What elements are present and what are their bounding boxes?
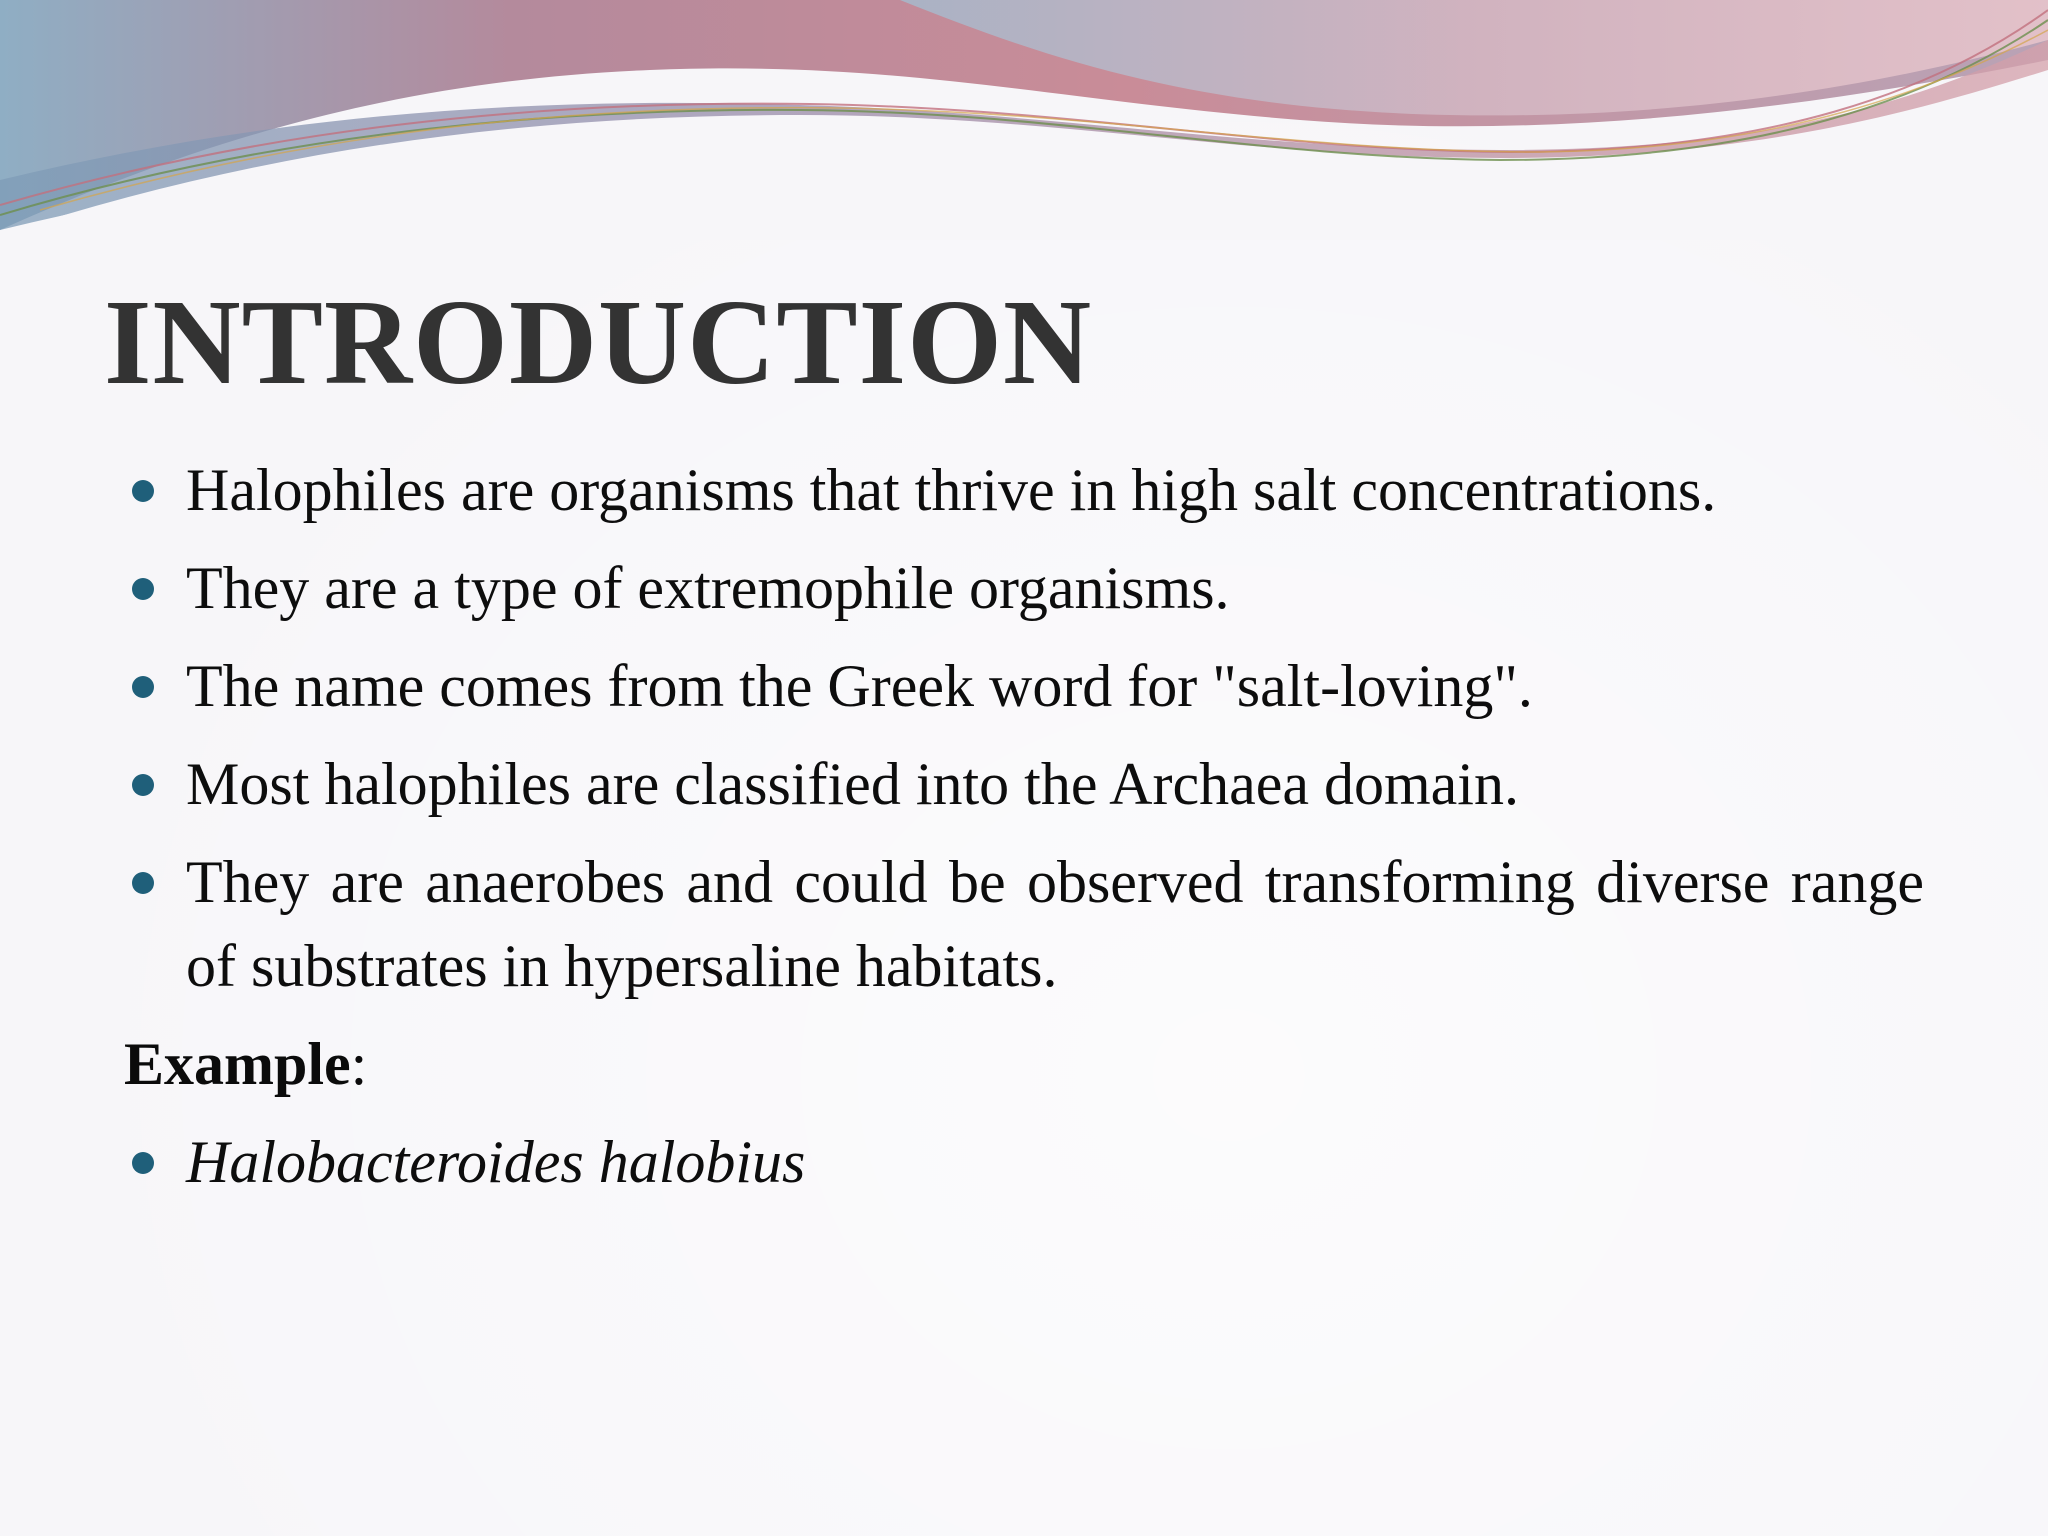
slide-title: INTRODUCTION: [104, 275, 1093, 410]
list-item: [124, 840, 1924, 1008]
list-item: [124, 644, 1924, 728]
example-list: [124, 1120, 1924, 1204]
bullet-icon: [132, 1152, 154, 1174]
bullet-text: Most halophiles are classified into the Archaea domain.: [186, 751, 1519, 817]
list-item: [124, 448, 1924, 532]
list-item: [124, 546, 1924, 630]
bullet-text: The name comes from the Greek word for "salt-loving".: [186, 653, 1533, 719]
example-heading: [124, 1022, 1924, 1106]
bullet-icon: [132, 578, 154, 600]
bullet-text: Halophiles are organisms that thrive in high salt concentrations.: [186, 457, 1717, 523]
bullet-icon: [132, 676, 154, 698]
bullet-list: [124, 448, 1924, 1008]
example-label: Example: [124, 1031, 351, 1097]
bullet-icon: [132, 774, 154, 796]
list-item: [124, 742, 1924, 826]
bullet-text: They are a type of extremophile organisms.: [186, 555, 1230, 621]
example-item-text: Halobacteroides halobius: [186, 1129, 806, 1195]
bullet-icon: [132, 872, 154, 894]
decorative-wave-header: [0, 0, 2048, 240]
example-colon: :: [350, 1031, 368, 1097]
bullet-text: They are anaerobes and could be observed transforming diverse range of substrates in hypersaline habitats.: [186, 849, 1924, 999]
list-item: [124, 1120, 1924, 1204]
slide-content: [124, 448, 1924, 1218]
bullet-icon: [132, 480, 154, 502]
